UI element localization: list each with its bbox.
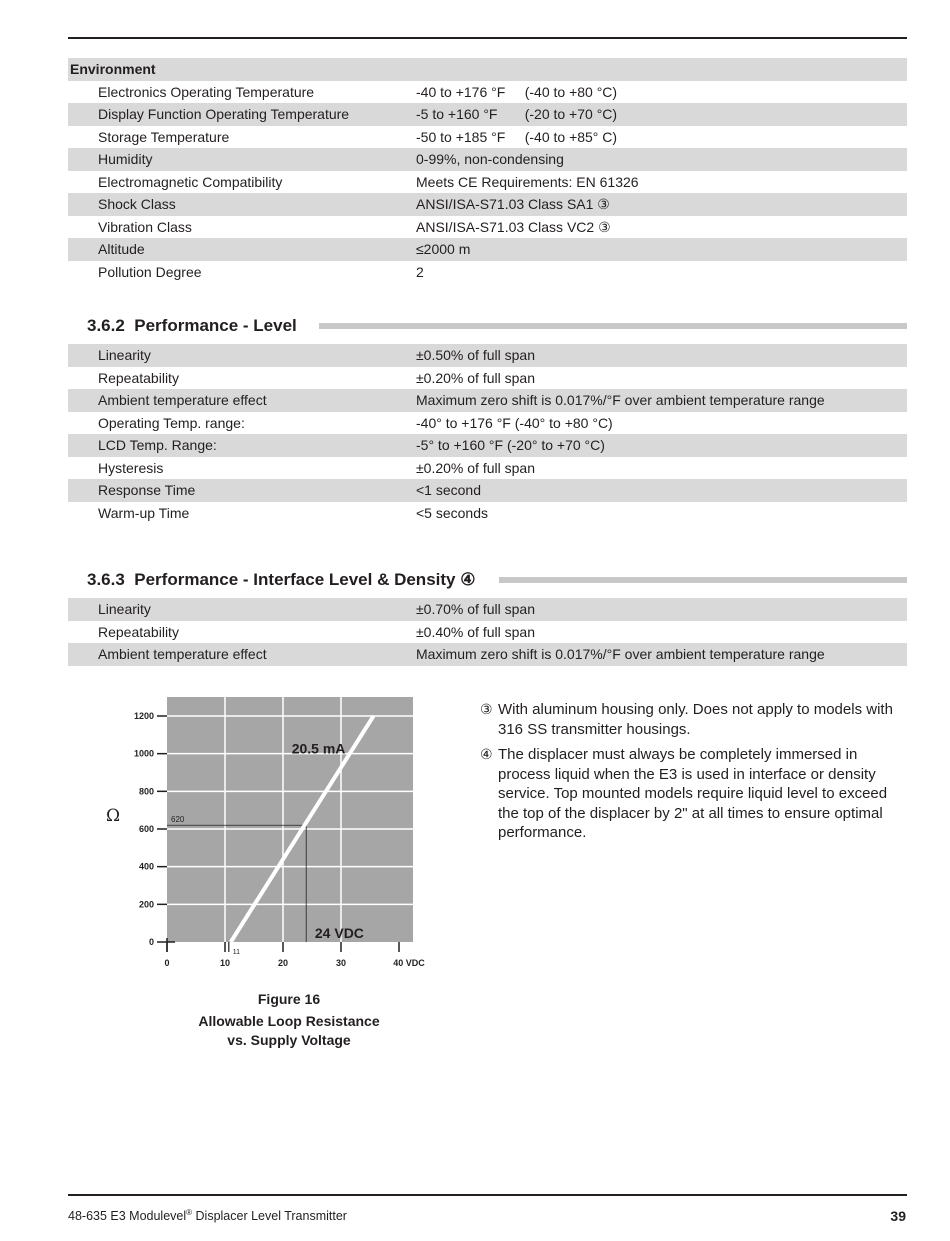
row-value: 0-99%, non-condensing [416, 151, 564, 167]
x-tick-label: 20 [277, 958, 289, 968]
y-tick-label: 1000 [133, 748, 154, 759]
environment-header-row [68, 58, 907, 81]
table-row [68, 621, 907, 644]
plot-background [167, 697, 413, 942]
row-value: ±0.20% of full span [416, 459, 535, 476]
y-axis-label: Ω [105, 806, 121, 826]
table-row [68, 502, 907, 525]
row-value: ±0.50% of full span [416, 347, 535, 363]
table-row [68, 81, 907, 104]
table-row [68, 598, 907, 621]
row-label: Repeatability [98, 623, 179, 640]
top-rule [68, 37, 907, 39]
section-heading-performance-interface [87, 568, 907, 592]
row-value: ±0.20% of full span [416, 369, 535, 386]
annotation-label: 24 VDC [314, 925, 364, 941]
row-value: Meets CE Requirements: EN 61326 [416, 173, 639, 190]
row-label: Response Time [98, 482, 196, 498]
row-label: Operating Temp. range: [98, 414, 245, 431]
y-tick-label: 1200 [133, 711, 154, 721]
table-row [68, 171, 907, 194]
row-value: Maximum zero shift is 0.017%/°F over ambient temperature range [416, 392, 825, 408]
page-number: 39 [890, 1208, 906, 1224]
table-row [68, 148, 907, 171]
table-row [68, 261, 907, 284]
footnote-mark: ④ [480, 746, 493, 762]
row-value: 2 [416, 263, 424, 280]
row-label: Repeatability [98, 369, 179, 386]
y-tick-label: 600 [138, 824, 154, 834]
row-label: Ambient temperature effect [98, 646, 267, 662]
y-tick-label: 400 [138, 861, 154, 872]
row-label: Linearity [98, 347, 151, 363]
figure-number: Figure 16 [257, 991, 321, 1007]
row-label: Electronics Operating Temperature [98, 83, 315, 100]
row-value: -5 to +160 °F (-20 to +70 °C) [416, 106, 618, 122]
row-value: ±0.40% of full span [416, 623, 535, 640]
row-value: -40° to +176 °F (-40° to +80 °C) [416, 414, 613, 431]
environment-header: Environment [70, 61, 156, 77]
footnote [480, 745, 900, 843]
table-row [68, 412, 907, 435]
row-label: Electromagnetic Compatibility [98, 173, 283, 190]
row-label: Warm-up Time [98, 504, 190, 521]
row-value: <5 seconds [416, 504, 488, 521]
heading-bar [499, 577, 907, 583]
x-tick-label: 40 VDC [393, 958, 425, 968]
table-row [68, 344, 907, 367]
row-label: Shock Class [98, 196, 176, 212]
heading-bar [319, 323, 907, 329]
footnote-text: With aluminum housing only. Does not apply to models with 316 SS transmitter housings. [498, 701, 893, 738]
performance-level-table [68, 344, 907, 524]
table-row [68, 126, 907, 149]
footer-doc-suffix: Displacer Level Transmitter [192, 1209, 347, 1224]
annotation-label: 11 [232, 949, 241, 956]
footnote-mark: ③ [480, 701, 493, 717]
table-row [68, 193, 907, 216]
figure-caption [160, 990, 418, 1050]
row-label: Pollution Degree [98, 263, 202, 280]
y-tick-label: 200 [138, 899, 154, 910]
row-value: -50 to +185 °F (-40 to +85° C) [416, 128, 618, 145]
row-value: ±0.70% of full span [416, 601, 535, 617]
x-tick-label: 0 [164, 958, 170, 968]
row-label: Humidity [98, 151, 153, 167]
y-tick-label: 0 [148, 937, 154, 947]
x-tick-label: 30 [335, 958, 347, 968]
row-label: Storage Temperature [98, 128, 230, 145]
footnote-text: The displacer must always be completely immersed in process liquid when the E3 is used in interface or density service. Top mounted models require liquid level to exceed the top of the displacer by 2" at all times to ensure optimal performance. [498, 746, 888, 841]
bottom-rule [68, 1194, 907, 1196]
table-row [68, 238, 907, 261]
table-row [68, 479, 907, 502]
y-tick-label: 800 [138, 786, 154, 797]
table-row [68, 434, 907, 457]
x-tick-label: 10 [219, 958, 231, 968]
footer-doc-title [68, 1208, 347, 1223]
row-value: ≤2000 m [416, 241, 471, 257]
row-label: Hysteresis [98, 459, 164, 476]
row-value: Maximum zero shift is 0.017%/°F over ambient temperature range [416, 646, 825, 662]
table-row [68, 389, 907, 412]
footnotes [480, 700, 900, 849]
section-heading-performance-level [87, 314, 907, 338]
table-row [68, 643, 907, 666]
table-row [68, 103, 907, 126]
section-title: 3.6.3 Performance - Interface Level & Density ④ [87, 570, 483, 589]
section-title: 3.6.2 Performance - Level [87, 316, 305, 335]
row-label: Vibration Class [98, 218, 192, 235]
row-value: -40 to +176 °F (-40 to +80 °C) [416, 83, 618, 100]
row-label: LCD Temp. Range: [98, 437, 217, 453]
table-row [68, 367, 907, 390]
footnote [480, 700, 900, 739]
row-value: <1 second [416, 482, 481, 498]
table-row [68, 216, 907, 239]
row-value: ANSI/ISA-S71.03 Class VC2 ③ [416, 218, 611, 235]
series-label: 20.5 mA [291, 740, 346, 757]
loop-resistance-chart [95, 690, 435, 980]
row-label: Ambient temperature effect [98, 392, 267, 408]
environment-table [68, 58, 907, 283]
registered-mark: ® [186, 1208, 193, 1217]
row-label: Display Function Operating Temperature [98, 106, 350, 122]
row-label: Altitude [98, 241, 145, 257]
row-value: ANSI/ISA-S71.03 Class SA1 ③ [416, 196, 610, 212]
caption-line: Allowable Loop Resistance [198, 1013, 380, 1029]
performance-interface-table [68, 598, 907, 666]
annotation-label: 620 [171, 815, 185, 825]
row-label: Linearity [98, 601, 151, 617]
footer-doc-prefix: 48-635 E3 Modulevel [68, 1209, 187, 1224]
row-value: -5° to +160 °F (-20° to +70 °C) [416, 437, 605, 453]
table-row [68, 457, 907, 480]
caption-line: vs. Supply Voltage [227, 1032, 351, 1048]
